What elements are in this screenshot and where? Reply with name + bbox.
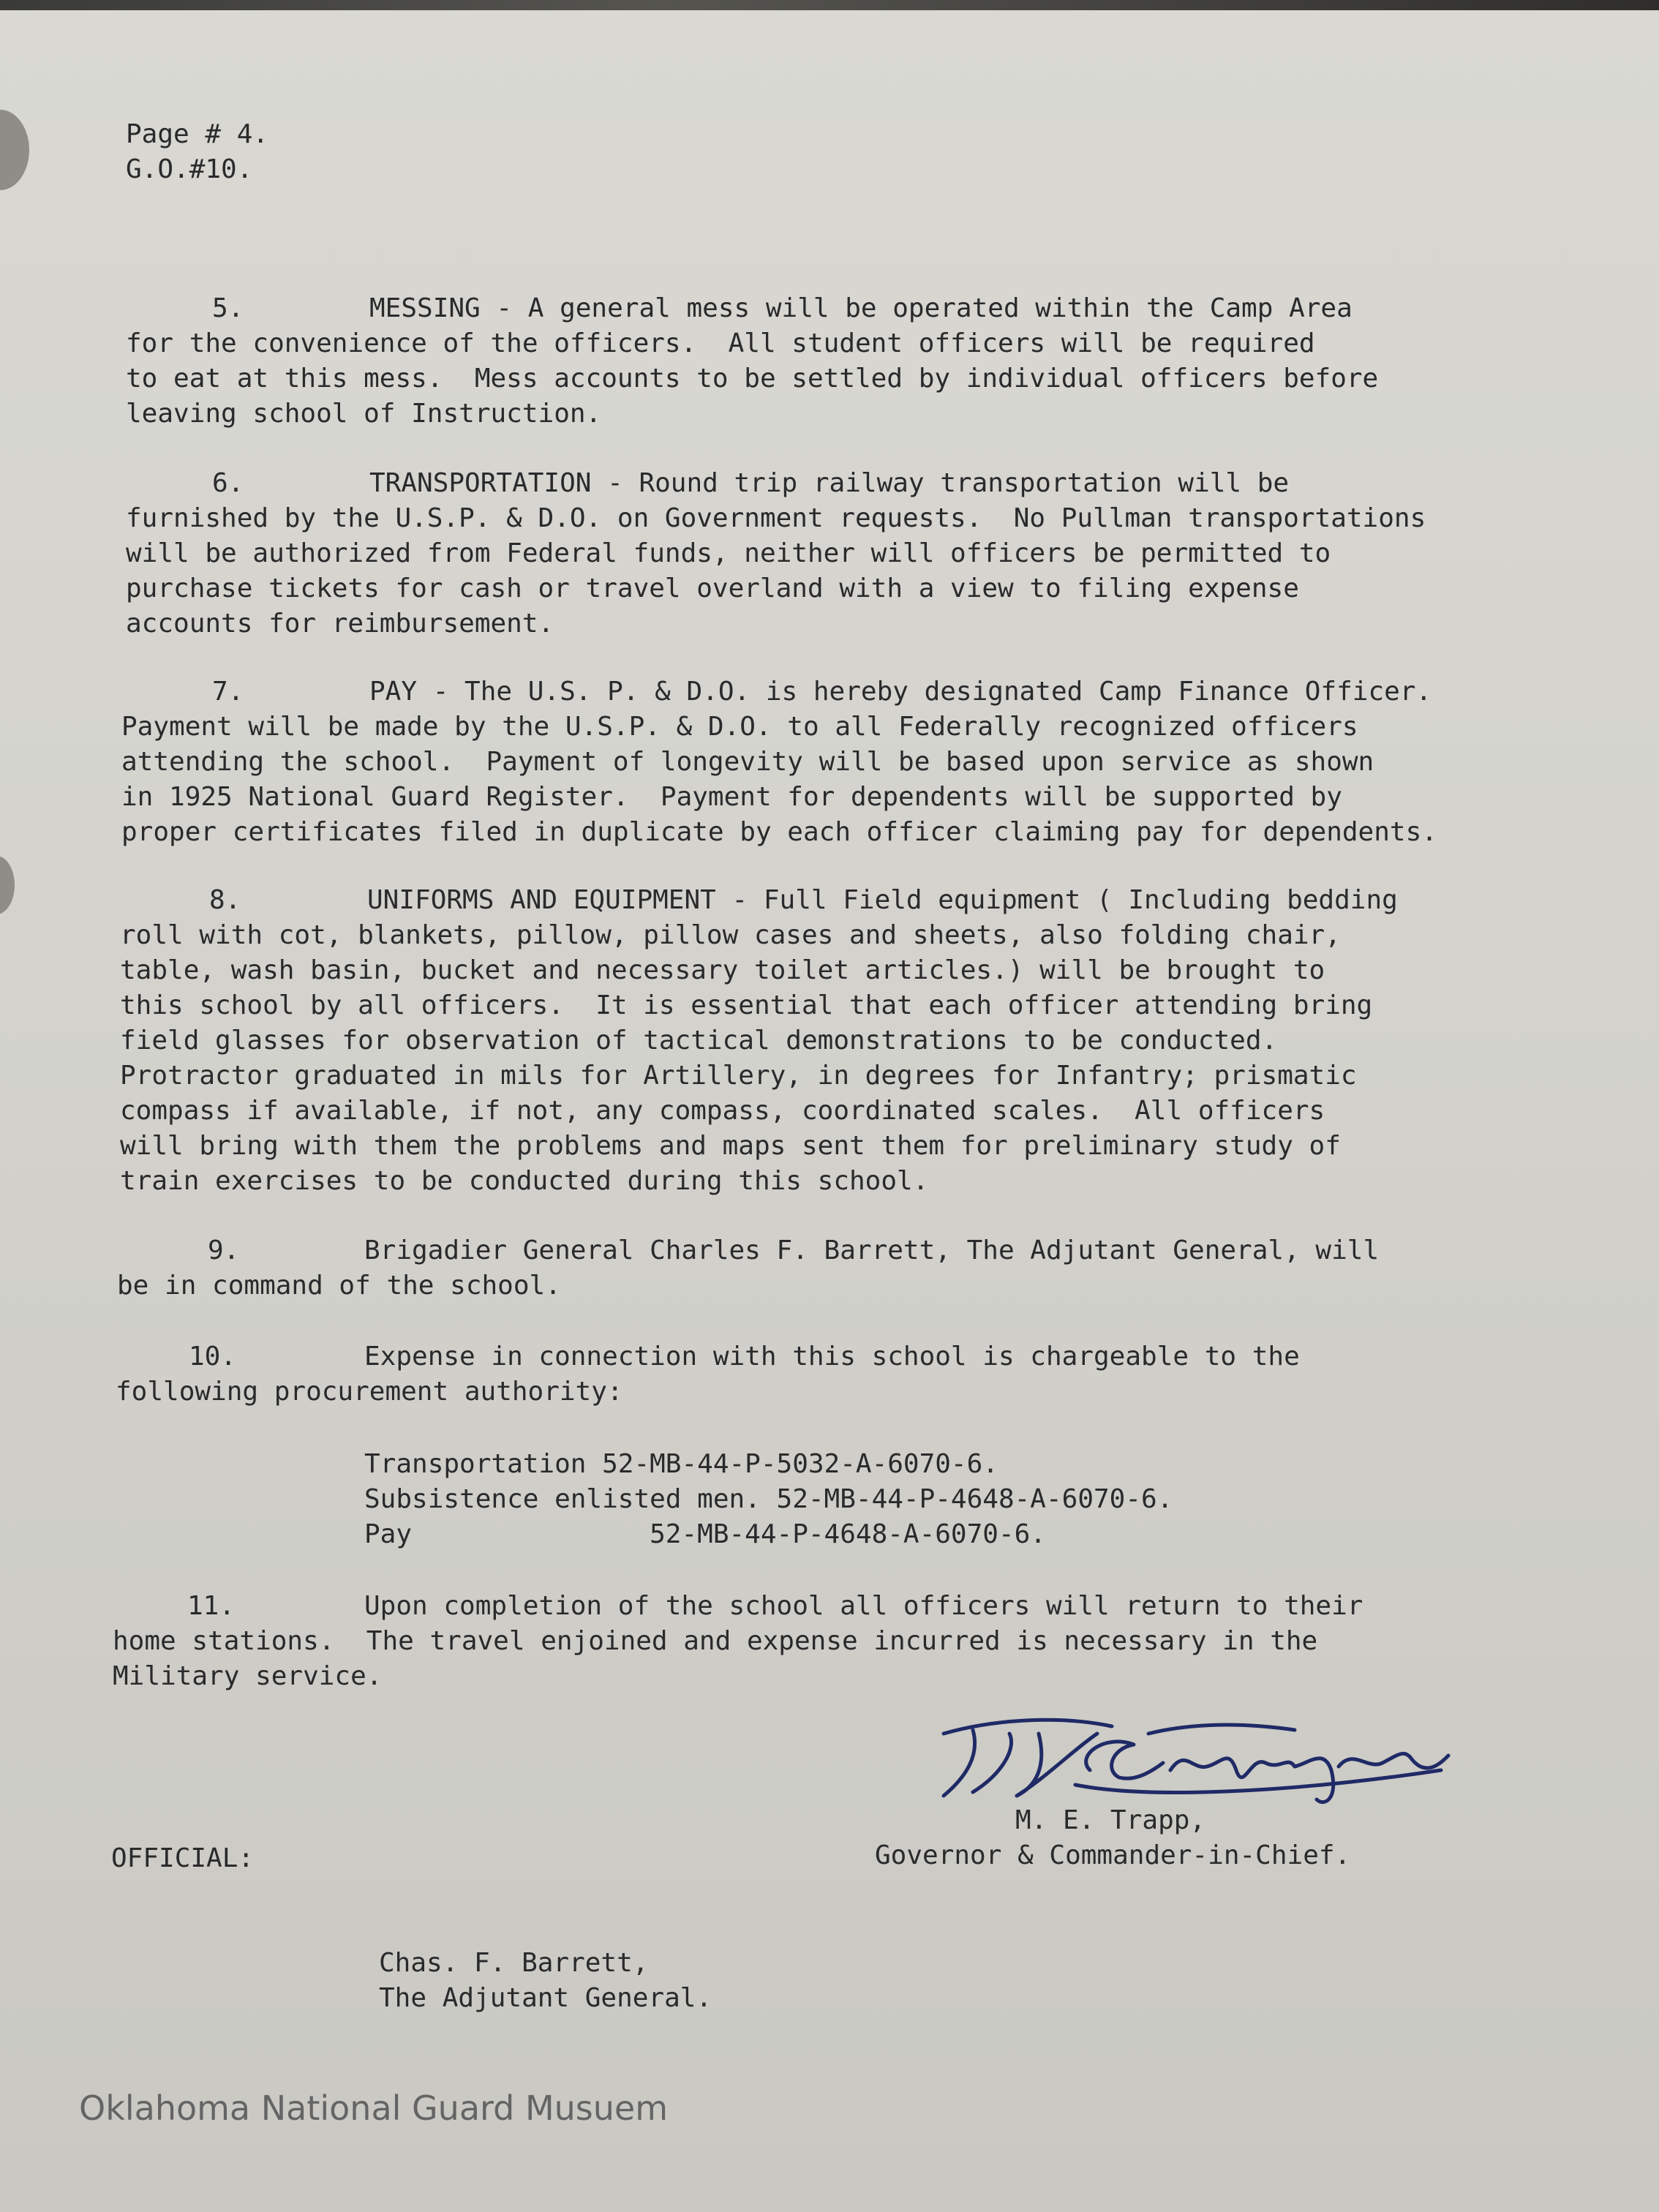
paragraph-line: to eat at this mess. Mess accounts to be settled by individual officers before xyxy=(126,364,1379,394)
paragraph-line: Payment will be made by the U.S.P. & D.O. to all Federally recognized officers xyxy=(121,712,1358,742)
handwritten-signature xyxy=(929,1704,1456,1814)
paragraph-line: attending the school. Payment of longevity will be based upon service as shown xyxy=(121,747,1374,777)
paragraph-line: field glasses for observation of tactical demonstrations to be conducted. xyxy=(120,1026,1278,1056)
page-number: Page # 4. xyxy=(126,119,269,149)
paragraph-line: Protractor graduated in mils for Artillery, in degrees for Infantry; prismatic xyxy=(120,1061,1357,1091)
paragraph-number: 11. xyxy=(187,1591,236,1621)
official-label: OFFICIAL: xyxy=(111,1843,255,1873)
paragraph-line: Expense in connection with this school is chargeable to the xyxy=(364,1342,1300,1372)
paragraph-line: Upon completion of the school all officers will return to their xyxy=(364,1591,1363,1621)
paragraph-line: this school by all officers. It is essential that each officer attending bring xyxy=(120,990,1373,1020)
paragraph-line: leaving school of Instruction. xyxy=(126,399,602,429)
paragraph-number: 8. xyxy=(209,885,241,915)
signer-title: Governor & Commander-in-Chief. xyxy=(875,1840,1351,1870)
paragraph-line: accounts for reimbursement. xyxy=(126,609,554,639)
paragraph-line: furnished by the U.S.P. & D.O. on Government requests. No Pullman transportations xyxy=(126,503,1426,533)
paragraph-number: 9. xyxy=(208,1235,240,1265)
paragraph-number: 6. xyxy=(212,468,244,498)
paragraph-line: roll with cot, blankets, pillow, pillow cases and sheets, also folding chair, xyxy=(120,920,1341,950)
paragraph-line: will be authorized from Federal funds, neither will officers be permitted to xyxy=(126,538,1331,568)
signer-name: M. E. Trapp, xyxy=(1015,1805,1206,1835)
paragraph-number: 5. xyxy=(212,293,244,323)
paragraph-line: home stations. The travel enjoined and expense incurred is necessary in the xyxy=(113,1626,1318,1656)
paragraph-line: for the convenience of the officers. All student officers will be required xyxy=(126,328,1315,358)
paragraph-number: 7. xyxy=(212,677,244,707)
paragraph-line: purchase tickets for cash or travel overland with a view to filing expense xyxy=(126,573,1299,603)
paragraph-line: Brigadier General Charles F. Barrett, The Adjutant General, will xyxy=(364,1235,1380,1265)
order-number: G.O.#10. xyxy=(126,154,253,184)
paragraph-line: train exercises to be conducted during this school. xyxy=(120,1166,929,1196)
paragraph-line: proper certificates filed in duplicate by each officer claiming pay for dependents. xyxy=(121,817,1437,847)
paragraph-line: in 1925 National Guard Register. Payment for dependents will be supported by xyxy=(121,782,1342,812)
paragraph-number: 10. xyxy=(189,1342,237,1372)
paragraph-line: Military service. xyxy=(113,1661,383,1691)
museum-watermark: Oklahoma National Guard Musuem xyxy=(79,2088,669,2128)
paragraph-line: UNIFORMS AND EQUIPMENT - Full Field equipment ( Including bedding xyxy=(367,885,1398,915)
procurement-line: Pay 52-MB-44-P-4648-A-6070-6. xyxy=(364,1519,1046,1549)
paragraph-line: following procurement authority: xyxy=(116,1377,623,1407)
paragraph-line: compass if available, if not, any compass, coordinated scales. All officers xyxy=(120,1096,1325,1126)
paragraph-line: PAY - The U.S. P. & D.O. is hereby designated Camp Finance Officer. xyxy=(369,677,1432,707)
paragraph-line: will bring with them the problems and maps sent them for preliminary study of xyxy=(120,1131,1341,1161)
procurement-line: Subsistence enlisted men. 52-MB-44-P-4648-A-6070-6. xyxy=(364,1484,1173,1514)
paragraph-line: be in command of the school. xyxy=(117,1271,561,1301)
paragraph-line: table, wash basin, bucket and necessary toilet articles.) will be brought to xyxy=(120,955,1325,985)
paragraph-line: MESSING - A general mess will be operated within the Camp Area xyxy=(369,293,1353,323)
procurement-line: Transportation 52-MB-44-P-5032-A-6070-6. xyxy=(364,1449,998,1479)
paragraph-line: TRANSPORTATION - Round trip railway transportation will be xyxy=(369,468,1290,498)
official-title: The Adjutant General. xyxy=(379,1983,712,2013)
official-name: Chas. F. Barrett, xyxy=(379,1948,649,1978)
